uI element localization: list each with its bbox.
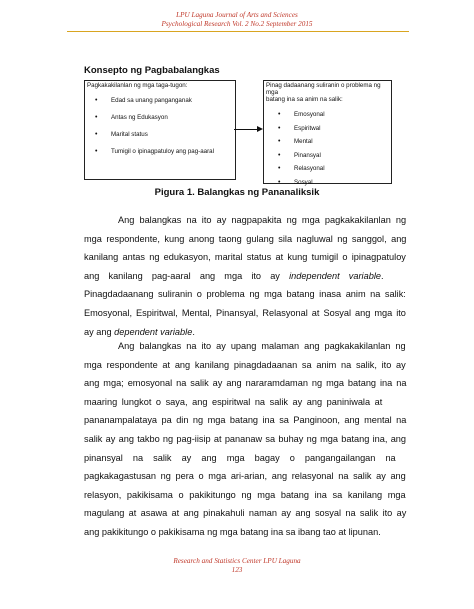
figure-caption: Pigura 1. Balangkas ng Pananaliksik	[154, 187, 320, 198]
section-title: Konsepto ng Pagbabalangkas	[84, 65, 220, 76]
factor-item: • Pinansyal	[264, 152, 391, 159]
identity-item: • Tumigil o ipinagpatuloy ang pag-aaral	[85, 148, 235, 155]
journal-title: LPU Laguna Journal of Arts and Sciences	[176, 11, 298, 19]
text-line: pananampalataya pa din ng mga batang ina sa Panginoon, ang mental na	[84, 415, 407, 426]
factor-item: • Sosyal	[264, 179, 391, 186]
text-line: Ang balangkas na ito ay upang malaman ang pagkakakilanlan ng	[118, 341, 406, 351]
diagram-arrow-line	[234, 129, 259, 130]
factors-box	[263, 80, 392, 184]
text-line: Ang balangkas na ito ay nagpapakita ng mga pagkakakilanlan ng	[118, 215, 407, 225]
identity-box	[84, 80, 236, 180]
text-line: maaring lungkot o saya, ang espiritwal na salik ay ang paniniwala at	[84, 396, 383, 407]
identity-box-heading: Pagkakakilanlan ng mga taga-tugon:	[87, 82, 188, 89]
journal-header	[0, 11, 474, 29]
text-segment: .	[380, 270, 384, 281]
footer-center-name: Research and Statistics Center LPU Laguna	[173, 557, 301, 565]
factors-heading-line: batang ina sa anim na salik:	[266, 96, 343, 103]
dependent-variable-term: dependent variable	[114, 326, 193, 337]
paragraph-2	[84, 337, 406, 542]
text-line: Pinagdadaanang suliranin o problema ng mga batang inasa anim na salik:	[84, 289, 406, 300]
factor-item: • Mental	[264, 138, 391, 145]
text-line	[84, 267, 406, 286]
text-line: Emosyonal, Espiritwal, Mental, Pinansyal, Relasyonal at Sosyal ang mga ito	[84, 307, 406, 318]
factors-list	[264, 111, 391, 186]
text-line: ang mga; emosyonal na salik ay ang nararamdaman ng mga batang ina na	[84, 378, 407, 389]
text-line: salik ay ang takbo ng pag-iisip at pananaw sa buhay ng mga batang ina, ang	[84, 433, 407, 444]
journal-issue: Psychological Research Vol. 2 No.2 September 2015	[161, 20, 313, 28]
text-line: pagkakagastusan ng pera o mga ari-arian, ang relasyonal na salik ay ang	[84, 471, 406, 482]
text-segment: ay ang	[84, 326, 115, 337]
identity-item: • Marital status	[85, 131, 235, 138]
paragraph-1	[84, 211, 406, 341]
text-segment: ang kanilang pag-aaral ang mga ito ay	[84, 270, 290, 281]
text-line: relasyon, pakikisama o pakikitungo ng mga batang ina sa kanilang mga	[84, 489, 406, 500]
header-divider	[67, 31, 409, 32]
factors-heading-line: Pinag dadaanang suliranin o problema ng mga	[266, 82, 381, 96]
identity-item: • Antas ng Edukasyon	[85, 114, 235, 121]
factor-item: • Relasyonal	[264, 165, 391, 172]
identity-list	[85, 97, 235, 155]
factors-box-heading	[264, 81, 391, 104]
page-footer	[0, 557, 474, 575]
text-line: ang pakikitungo o pakikisama ng mga batang ina sa ibang tao at lipunan.	[84, 526, 381, 537]
text-line: mga respondente, kung anong taong gulang sila nagluwal ng sanggol, ang	[84, 233, 407, 244]
page-number: 123	[231, 566, 243, 574]
text-line: magulang at asawa at ang pinakahuli naman ay ang sosyal na salik ito ay	[84, 508, 407, 519]
text-line: pinansyal na salik ay ang mga bagay o pangangailangan na	[84, 452, 396, 463]
factor-item: • Espiritwal	[264, 125, 391, 132]
text-line: kanilang antas ng edukasyon, marital status at kung tumigil o ipinagpatuloy	[84, 252, 406, 263]
independent-variable-term: independent variable	[289, 270, 381, 281]
identity-item: • Edad sa unang panganganak	[85, 97, 235, 104]
factor-item: • Emosyonal	[264, 111, 391, 118]
text-segment: .	[192, 326, 195, 337]
text-line: mga respondente at ang kanilang pinagdadaanan sa anim na salik, ito ay	[84, 359, 406, 370]
